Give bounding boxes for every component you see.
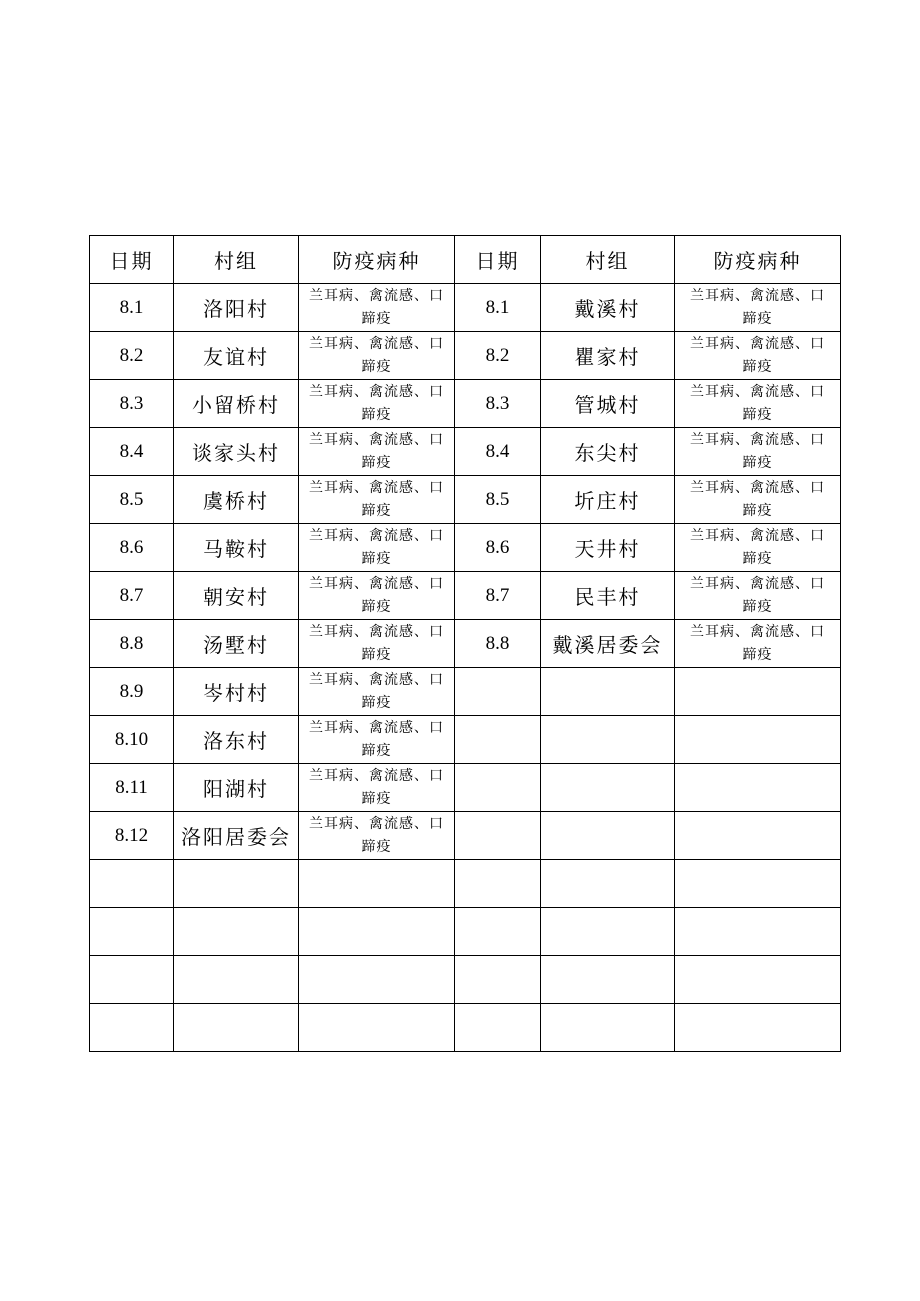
header-village: 村组: [174, 236, 299, 284]
cell-date-right: 8.4: [455, 428, 541, 476]
cell-disease-right: [675, 524, 841, 572]
cell-disease-left: [299, 572, 455, 620]
empty-cell: [541, 908, 675, 956]
empty-cell: [675, 860, 841, 908]
cell-disease-right: [675, 812, 841, 860]
empty-cell: [299, 860, 455, 908]
disease-line: 兰耳病、禽流感、口: [309, 815, 444, 832]
cell-date-right: 8.6: [455, 524, 541, 572]
table-row: [90, 572, 841, 620]
cell-disease-right: [675, 428, 841, 476]
cell-village-right: 戴溪居委会: [541, 620, 675, 668]
cell-village-right: [541, 812, 675, 860]
cell-date-left: 8.5: [90, 476, 174, 524]
table-row: [90, 764, 841, 812]
disease-line: 兰耳病、禽流感、口: [690, 575, 825, 592]
table-row-empty: [90, 860, 841, 908]
cell-village-left: 洛阳居委会: [174, 812, 299, 860]
disease-line: 兰耳病、禽流感、口: [309, 623, 444, 640]
disease-line: 兰耳病、禽流感、口: [690, 527, 825, 544]
disease-line: 蹄疫: [742, 550, 773, 567]
disease-line: 蹄疫: [742, 310, 773, 327]
cell-date-right: [455, 668, 541, 716]
cell-disease-right: [675, 716, 841, 764]
cell-village-left: 友谊村: [174, 332, 299, 380]
table-body: [90, 284, 841, 1052]
empty-cell: [455, 956, 541, 1004]
disease-line: 兰耳病、禽流感、口: [690, 479, 825, 496]
cell-disease-left: [299, 764, 455, 812]
cell-date-right: [455, 764, 541, 812]
cell-disease-left: [299, 620, 455, 668]
cell-date-left: 8.9: [90, 668, 174, 716]
empty-cell: [90, 956, 174, 1004]
disease-line: 蹄疫: [742, 406, 773, 423]
table-row: [90, 332, 841, 380]
empty-cell: [174, 956, 299, 1004]
table-row: [90, 716, 841, 764]
empty-cell: [541, 1004, 675, 1052]
cell-village-right: 戴溪村: [541, 284, 675, 332]
cell-date-left: 8.11: [90, 764, 174, 812]
disease-line: 兰耳病、禽流感、口: [309, 335, 444, 352]
table-row: [90, 428, 841, 476]
vaccination-schedule-table: [89, 235, 841, 1052]
disease-line: 蹄疫: [361, 310, 392, 327]
table-row: [90, 380, 841, 428]
empty-cell: [455, 1004, 541, 1052]
cell-date-right: 8.2: [455, 332, 541, 380]
cell-village-left: 阳湖村: [174, 764, 299, 812]
cell-village-right: 瞿家村: [541, 332, 675, 380]
table-row-empty: [90, 1004, 841, 1052]
disease-line: 蹄疫: [361, 646, 392, 663]
cell-date-left: 8.8: [90, 620, 174, 668]
cell-disease-left: [299, 284, 455, 332]
disease-line: 兰耳病、禽流感、口: [690, 431, 825, 448]
cell-date-right: 8.7: [455, 572, 541, 620]
cell-disease-left: [299, 380, 455, 428]
disease-line: 蹄疫: [361, 694, 392, 711]
header-disease: 防疫病种: [299, 236, 455, 284]
empty-cell: [299, 1004, 455, 1052]
cell-disease-left: [299, 428, 455, 476]
cell-disease-left: [299, 668, 455, 716]
empty-cell: [455, 860, 541, 908]
cell-date-right: [455, 812, 541, 860]
table-header-row: [90, 236, 841, 284]
disease-line: 蹄疫: [361, 406, 392, 423]
empty-cell: [174, 1004, 299, 1052]
empty-cell: [455, 908, 541, 956]
cell-date-left: 8.4: [90, 428, 174, 476]
cell-disease-left: [299, 716, 455, 764]
table-row: [90, 476, 841, 524]
cell-village-left: 汤墅村: [174, 620, 299, 668]
disease-line: 兰耳病、禽流感、口: [309, 671, 444, 688]
empty-cell: [90, 1004, 174, 1052]
cell-disease-right: [675, 620, 841, 668]
cell-village-right: 东尖村: [541, 428, 675, 476]
cell-date-right: 8.8: [455, 620, 541, 668]
cell-village-right: 天井村: [541, 524, 675, 572]
disease-line: 蹄疫: [742, 358, 773, 375]
cell-village-left: 小留桥村: [174, 380, 299, 428]
cell-disease-left: [299, 524, 455, 572]
cell-date-left: 8.12: [90, 812, 174, 860]
cell-village-right: [541, 764, 675, 812]
empty-cell: [675, 956, 841, 1004]
cell-village-left: 岑村村: [174, 668, 299, 716]
cell-village-right: 圻庄村: [541, 476, 675, 524]
cell-village-left: 谈家头村: [174, 428, 299, 476]
cell-date-left: 8.6: [90, 524, 174, 572]
cell-disease-right: [675, 668, 841, 716]
header-date: 日期: [90, 236, 174, 284]
disease-line: 兰耳病、禽流感、口: [309, 287, 444, 304]
cell-village-right: [541, 716, 675, 764]
cell-disease-left: [299, 476, 455, 524]
table-row: [90, 620, 841, 668]
cell-date-left: 8.10: [90, 716, 174, 764]
header-village-right: 村组: [541, 236, 675, 284]
table-row: [90, 524, 841, 572]
cell-disease-right: [675, 332, 841, 380]
disease-line: 蹄疫: [742, 454, 773, 471]
cell-village-left: 马鞍村: [174, 524, 299, 572]
disease-line: 兰耳病、禽流感、口: [309, 767, 444, 784]
disease-line: 蹄疫: [361, 454, 392, 471]
cell-date-left: 8.3: [90, 380, 174, 428]
cell-date-left: 8.1: [90, 284, 174, 332]
disease-line: 兰耳病、禽流感、口: [690, 383, 825, 400]
table-row: [90, 284, 841, 332]
table-row-empty: [90, 956, 841, 1004]
empty-cell: [541, 956, 675, 1004]
disease-line: 兰耳病、禽流感、口: [690, 287, 825, 304]
disease-line: 兰耳病、禽流感、口: [309, 479, 444, 496]
empty-cell: [299, 956, 455, 1004]
cell-village-right: [541, 668, 675, 716]
disease-line: 蹄疫: [742, 646, 773, 663]
cell-disease-right: [675, 764, 841, 812]
table-row-empty: [90, 908, 841, 956]
header-date-right: 日期: [455, 236, 541, 284]
cell-village-left: 洛阳村: [174, 284, 299, 332]
cell-date-right: 8.5: [455, 476, 541, 524]
table-row: [90, 812, 841, 860]
cell-disease-right: [675, 380, 841, 428]
empty-cell: [299, 908, 455, 956]
empty-cell: [541, 860, 675, 908]
empty-cell: [174, 860, 299, 908]
disease-line: 蹄疫: [361, 550, 392, 567]
disease-line: 蹄疫: [361, 358, 392, 375]
cell-village-right: 管城村: [541, 380, 675, 428]
empty-cell: [675, 1004, 841, 1052]
cell-date-right: [455, 716, 541, 764]
disease-line: 兰耳病、禽流感、口: [690, 335, 825, 352]
cell-disease-right: [675, 572, 841, 620]
header-disease-right: 防疫病种: [675, 236, 841, 284]
cell-village-left: 朝安村: [174, 572, 299, 620]
cell-village-left: 虞桥村: [174, 476, 299, 524]
disease-line: 蹄疫: [742, 502, 773, 519]
disease-line: 兰耳病、禽流感、口: [309, 431, 444, 448]
cell-village-left: 洛东村: [174, 716, 299, 764]
cell-disease-left: [299, 332, 455, 380]
cell-date-left: 8.2: [90, 332, 174, 380]
cell-village-right: 民丰村: [541, 572, 675, 620]
disease-line: 蹄疫: [361, 742, 392, 759]
cell-disease-right: [675, 284, 841, 332]
disease-line: 蹄疫: [742, 598, 773, 615]
disease-line: 蹄疫: [361, 598, 392, 615]
empty-cell: [675, 908, 841, 956]
cell-date-right: 8.3: [455, 380, 541, 428]
cell-date-left: 8.7: [90, 572, 174, 620]
disease-line: 蹄疫: [361, 502, 392, 519]
disease-line: 兰耳病、禽流感、口: [309, 575, 444, 592]
empty-cell: [90, 908, 174, 956]
disease-line: 蹄疫: [361, 838, 392, 855]
disease-line: 蹄疫: [361, 790, 392, 807]
disease-line: 兰耳病、禽流感、口: [690, 623, 825, 640]
disease-line: 兰耳病、禽流感、口: [309, 383, 444, 400]
cell-date-right: 8.1: [455, 284, 541, 332]
cell-disease-right: [675, 476, 841, 524]
empty-cell: [90, 860, 174, 908]
disease-line: 兰耳病、禽流感、口: [309, 719, 444, 736]
table-row: [90, 668, 841, 716]
disease-line: 兰耳病、禽流感、口: [309, 527, 444, 544]
empty-cell: [174, 908, 299, 956]
cell-disease-left: [299, 812, 455, 860]
